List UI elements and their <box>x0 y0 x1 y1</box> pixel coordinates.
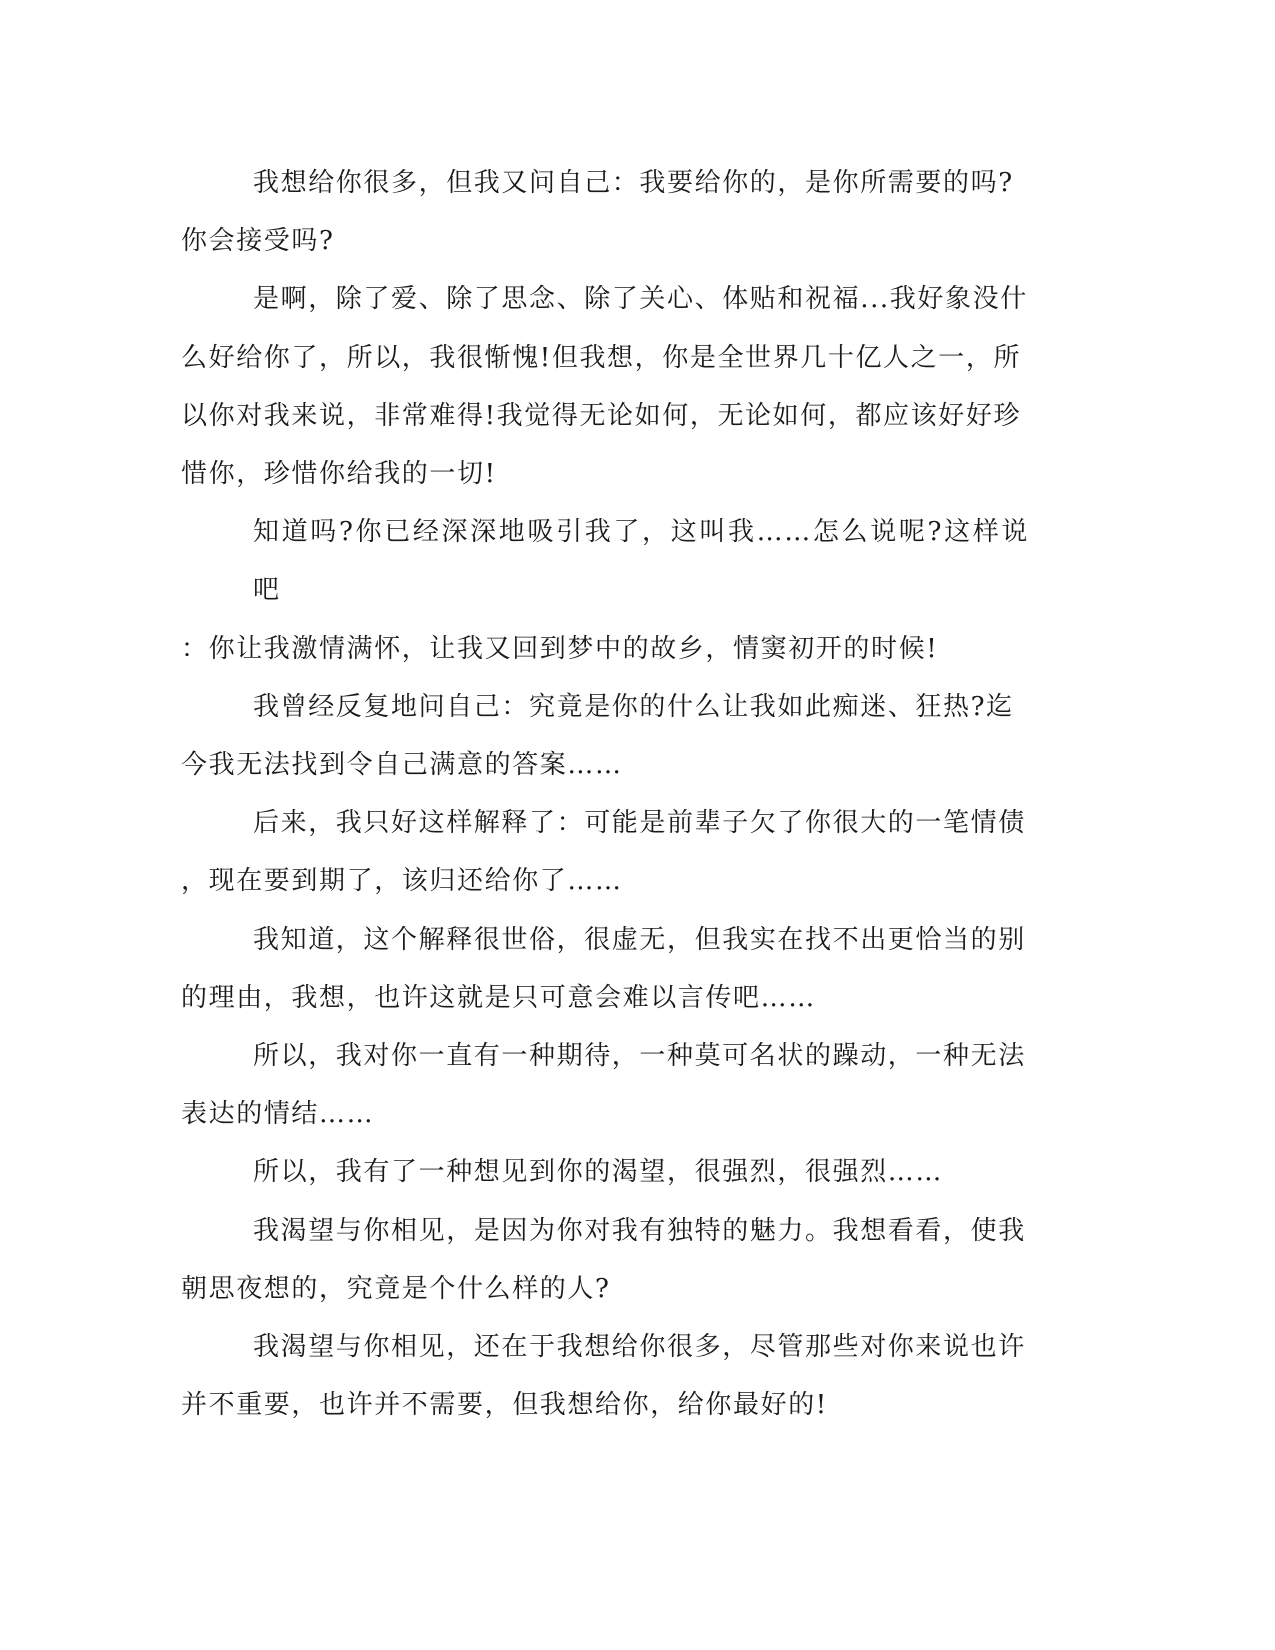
paragraph-5 <box>181 794 1029 910</box>
paragraph-line: 今我无法找到令自己满意的答案…… <box>181 750 623 781</box>
paragraph-line: 我渴望与你相见，是因为你对我有独特的魅力。我想看看，使我 <box>253 1215 1026 1246</box>
paragraph-4 <box>181 678 1029 794</box>
paragraph-line: 我知道，这个解释很世俗，很虚无，但我实在找不出更恰当的别 <box>253 924 1026 955</box>
paragraph-6 <box>181 911 1029 1027</box>
paragraph-line: 么好给你了，所以，我很惭愧!但我想，你是全世界几十亿人之一，所 <box>181 342 1022 373</box>
paragraph-line: ：你让我激情满怀，让我又回到梦中的故乡，情窦初开的时候! <box>181 633 939 664</box>
paragraph-line: 知道吗?你已经深深地吸引我了，这叫我……怎么说呢?这样说吧 <box>253 517 1029 606</box>
paragraph-7 <box>181 1027 1029 1143</box>
paragraph-line: 我曾经反复地问自己：究竟是你的什么让我如此痴迷、狂热?迄 <box>253 691 1014 722</box>
paragraph-line: 所以，我有了一种想见到你的渴望，很强烈，很强烈…… <box>253 1157 944 1188</box>
paragraph-1 <box>181 154 1029 270</box>
paragraph-line: 并不重要，也许并不需要，但我想给你，给你最好的! <box>181 1390 828 1421</box>
paragraph-line: 后来，我只好这样解释了：可能是前辈子欠了你很大的一笔情债 <box>253 808 1026 839</box>
paragraph-9 <box>181 1202 1029 1318</box>
paragraph-line: 惜你，珍惜你给我的一切! <box>181 459 497 490</box>
paragraph-2 <box>181 270 1029 503</box>
paragraph-line: 我渴望与你相见，还在于我想给你很多，尽管那些对你来说也许 <box>253 1332 1026 1363</box>
paragraph-line: 我想给你很多，但我又问自己：我要给你的，是你所需要的吗? <box>253 168 1014 198</box>
paragraph-line: 朝思夜想的，究竟是个什么样的人? <box>181 1273 611 1304</box>
paragraph-10 <box>181 1318 1029 1434</box>
paragraph-3 <box>181 503 1029 678</box>
paragraph-line: 的理由，我想，也许这就是只可意会难以言传吧…… <box>181 982 816 1013</box>
paragraph-line: 是啊，除了爱、除了思念、除了关心、体贴和祝福...我好象没什 <box>253 284 1028 315</box>
paragraph-line: 你会接受吗? <box>181 226 335 257</box>
document-body <box>181 154 1029 1434</box>
paragraph-8 <box>181 1143 1029 1201</box>
paragraph-line: 以你对我来说，非常难得!我觉得无论如何，无论如何，都应该好好珍 <box>181 400 1022 431</box>
paragraph-line: 所以，我对你一直有一种期待，一种莫可名状的躁动，一种无法 <box>253 1041 1026 1072</box>
paragraph-line: ，现在要到期了，该归还给你了…… <box>181 866 623 897</box>
paragraph-line: 表达的情结…… <box>181 1099 375 1130</box>
